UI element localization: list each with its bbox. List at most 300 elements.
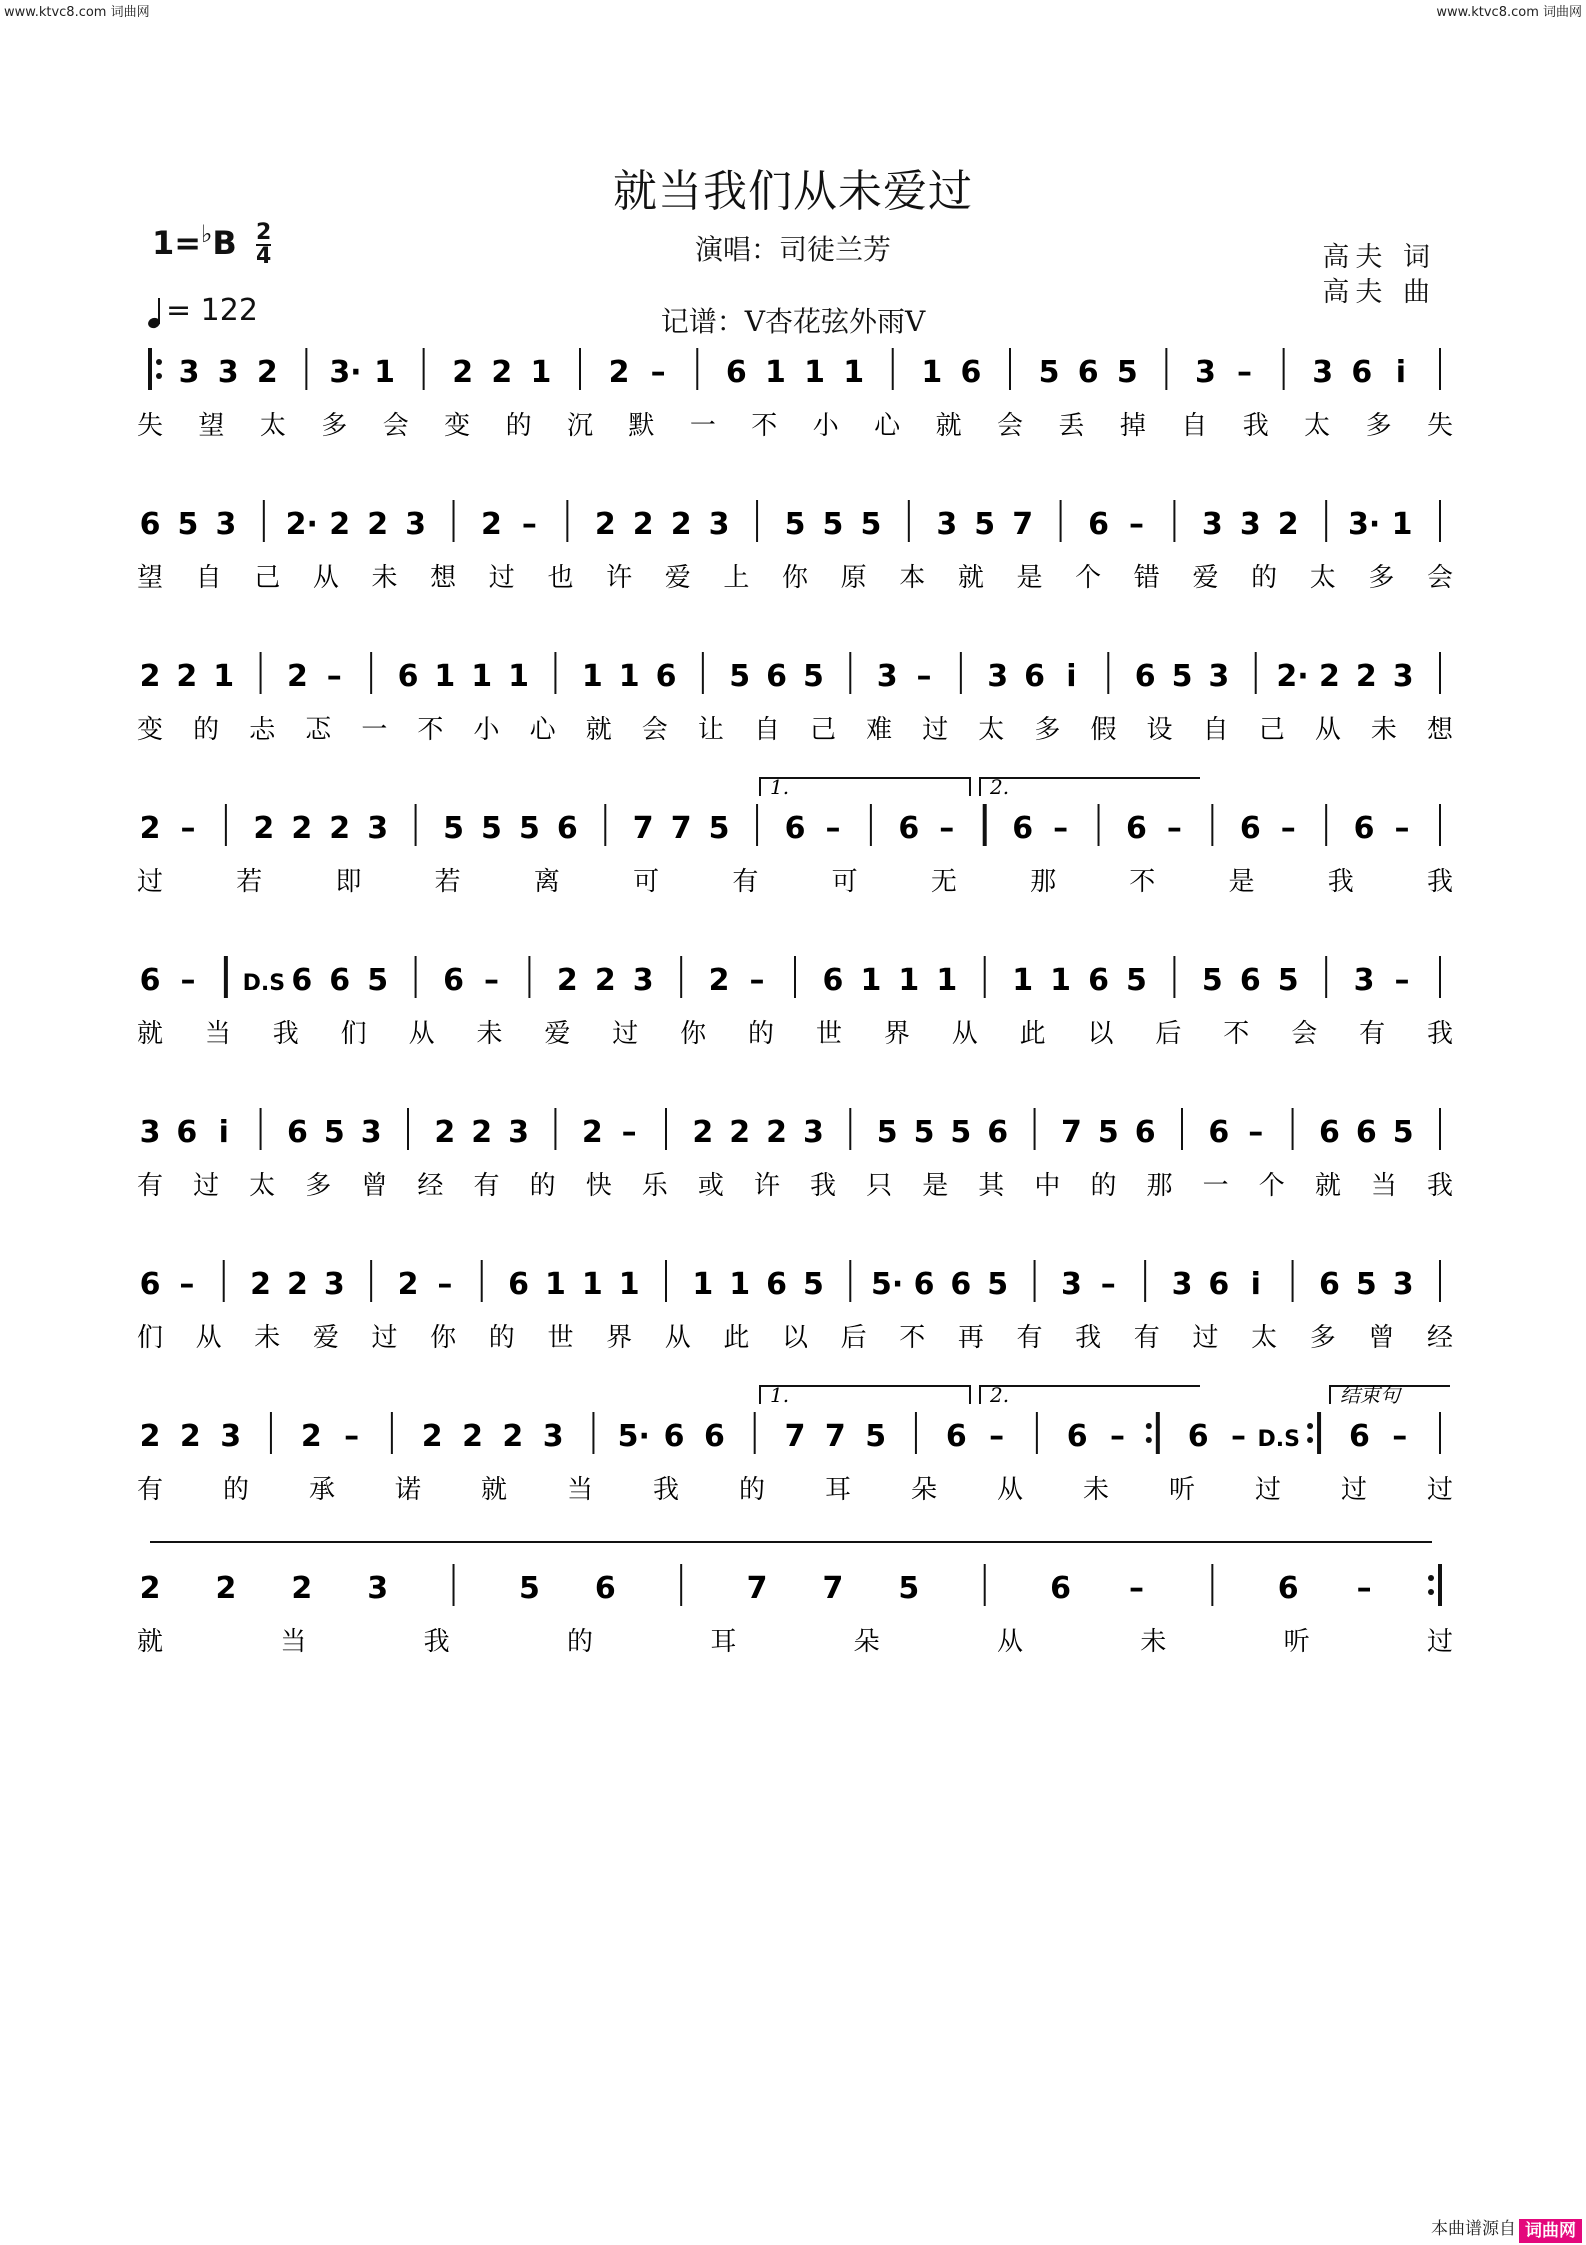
note: 6 (1077, 355, 1099, 390)
lyric-char: 太 (1251, 1323, 1278, 1353)
note: 2 (179, 1419, 201, 1454)
note: 1 (692, 1267, 714, 1302)
note: 6 (556, 811, 578, 846)
note: 6 (663, 1419, 685, 1454)
lyric-char: 有 (1016, 1323, 1043, 1353)
note: 6 (913, 1267, 935, 1302)
lyric-char: 以 (781, 1323, 809, 1353)
lyric-char: 己 (254, 563, 281, 593)
note: 6 (286, 1115, 308, 1150)
tempo-value: = 122 (166, 293, 258, 328)
note: 2 (502, 1419, 524, 1454)
note: 6 (945, 1419, 967, 1454)
lyric-char: 多 (1368, 563, 1395, 593)
lyric-char: 会 (1291, 1019, 1318, 1049)
lyric-char: 爱 (544, 1019, 571, 1049)
lyric-char: 中 (1034, 1171, 1061, 1201)
note: 5 (913, 1115, 935, 1150)
lyric-char: 过 (136, 867, 164, 897)
lyric-char: 太 (249, 1171, 276, 1201)
lyric-char: 有 (732, 867, 759, 897)
note: 6 (960, 355, 982, 390)
lyric-char: 一 (1202, 1171, 1229, 1201)
lyric-char: 过 (371, 1323, 398, 1353)
lyric-char: 若 (236, 867, 263, 897)
lyric-char: 可 (633, 867, 660, 897)
lyric-char: 就 (1314, 1171, 1341, 1201)
note: 7 (670, 811, 692, 846)
note: 2· (1276, 659, 1309, 694)
note: 2 (367, 507, 389, 542)
note: 2 (452, 355, 474, 390)
lyric-char: 的 (222, 1475, 250, 1505)
lyric-char: 从 (951, 1019, 978, 1049)
note: 3 (1353, 963, 1375, 998)
lyric-char: 不 (751, 411, 778, 441)
note: 1 (618, 1267, 640, 1302)
lyric-char: 经 (417, 1171, 444, 1201)
note: 7 (784, 1419, 806, 1454)
note: 6 (1088, 507, 1109, 542)
lyric-char: 此 (1019, 1019, 1046, 1049)
lyric-char: 假 (1090, 715, 1117, 745)
note: 2 (176, 659, 198, 694)
lyric-char: 的 (738, 1475, 766, 1505)
lyric-char: 自 (1202, 715, 1229, 745)
lyric-char: 以 (1087, 1019, 1114, 1049)
lyric-char: 不 (899, 1323, 926, 1353)
note: 5 (1201, 963, 1223, 998)
lyric-char: 不 (417, 715, 444, 745)
lyric-char: 过 (488, 563, 515, 593)
lyric-char: 后 (1155, 1019, 1182, 1049)
transcriber-line: 记谱：V杏花弦外雨V (660, 305, 926, 338)
note: 2 (581, 1115, 603, 1150)
note: – (1394, 963, 1410, 998)
note: – (1237, 355, 1253, 390)
note: 5 (708, 811, 730, 846)
lyric-char: 朵 (910, 1475, 938, 1505)
note: – (326, 659, 342, 694)
note: 1 (530, 355, 552, 390)
note: – (1100, 1267, 1116, 1302)
lyric-char: 小 (473, 715, 500, 745)
volta-bracket (980, 778, 1200, 796)
header-url-right: www.ktvc8.com 词曲网 (1436, 5, 1582, 20)
note: 6 (950, 1267, 972, 1302)
note: 5 (802, 1267, 824, 1302)
lyric-char: 的 (1090, 1171, 1117, 1201)
lyric-char: 的 (748, 1019, 775, 1049)
note: 6 (1351, 355, 1373, 390)
lyric-char: 耳 (710, 1627, 737, 1657)
note: 2 (329, 507, 351, 542)
note: 1 (860, 963, 882, 998)
note: 1 (471, 659, 493, 694)
note: 6 (1134, 1115, 1156, 1150)
note: 6 (1208, 1267, 1230, 1302)
note: 2 (1318, 659, 1340, 694)
note: 2 (250, 1267, 272, 1302)
lyric-char: 过 (1340, 1475, 1368, 1505)
note: 3 (1392, 1267, 1414, 1302)
lyric-char: 未 (476, 1019, 503, 1049)
note: – (437, 1267, 453, 1302)
lyric-char: 就 (935, 411, 962, 441)
note: – (1128, 507, 1144, 542)
lyric-char: 我 (1426, 1171, 1454, 1201)
lyric-char: 心 (874, 411, 901, 441)
lyric-char: 的 (505, 411, 532, 441)
lyric-char: 们 (340, 1019, 367, 1049)
lyric-char: 曾 (361, 1171, 388, 1201)
lyric-char: 世 (547, 1323, 574, 1353)
note: 6 (139, 1267, 161, 1302)
lyric-char: 朵 (853, 1627, 880, 1657)
lyric-char: 忐 (249, 715, 276, 745)
note: – (521, 507, 537, 542)
note: 6 (139, 507, 161, 542)
lyric-char: 是 (1016, 563, 1043, 593)
note: 5 (1038, 355, 1060, 390)
lyric-char: 是 (1228, 867, 1255, 897)
lyric-char: 爱 (1192, 563, 1219, 593)
lyric-char: 我 (1075, 1323, 1102, 1353)
note: 3 (367, 1571, 389, 1606)
note: 6 (703, 1419, 725, 1454)
note: 1 (581, 1267, 603, 1302)
lyric-char: 过 (1192, 1323, 1219, 1353)
note: 7 (632, 811, 654, 846)
note: 1 (804, 355, 825, 390)
note: 6 (1239, 963, 1261, 998)
note: 5 (1355, 1267, 1377, 1302)
note: 1 (544, 1267, 566, 1302)
note: 5 (481, 811, 502, 846)
note: 2 (608, 355, 630, 390)
note: 2 (286, 1267, 308, 1302)
lyric-char: 的 (529, 1171, 556, 1201)
lyric-char: 经 (1426, 1323, 1454, 1353)
lyric-char: 会 (382, 411, 409, 441)
note: 6 (1348, 1419, 1370, 1454)
lyric-char: 未 (1082, 1475, 1110, 1505)
lyric-char: 爱 (312, 1323, 339, 1353)
note: 2 (692, 1115, 714, 1150)
note: 1 (213, 659, 235, 694)
lyric-char: 过 (922, 715, 949, 745)
note: – (344, 1419, 360, 1454)
repeat-dot (1146, 1437, 1152, 1443)
note: 5 (1392, 1115, 1414, 1150)
note: 5 (177, 507, 199, 542)
note: 3 (1060, 1267, 1082, 1302)
note: 6 (784, 811, 806, 846)
note: 2 (594, 963, 616, 998)
note: 6 (1050, 1571, 1072, 1606)
note: 2 (139, 811, 161, 846)
lyric-char: 我 (272, 1019, 299, 1049)
lyric-char: 从 (195, 1323, 222, 1353)
lyric-char: 想 (430, 563, 457, 593)
lyric-char: 只 (866, 1171, 893, 1201)
volta-bracket (760, 1386, 970, 1404)
song-title: 就当我们从未爱过 (613, 166, 973, 217)
volta-label: 2. (990, 1383, 1010, 1407)
note: – (1356, 1571, 1372, 1606)
note: 6 (1024, 659, 1046, 694)
note: D.S (1257, 1427, 1300, 1452)
note: 2 (462, 1419, 483, 1454)
note: – (1166, 811, 1182, 846)
note: 6 (1012, 811, 1034, 846)
lyric-char: 小 (812, 411, 839, 441)
lyric-char: 或 (697, 1171, 724, 1201)
lyric-char: 过 (1254, 1475, 1282, 1505)
note: – (650, 355, 666, 390)
note: 5 (1116, 355, 1138, 390)
lyric-char: 就 (957, 563, 984, 593)
lyric-char: 再 (957, 1323, 984, 1353)
lyric-char: 错 (1133, 563, 1160, 593)
lyric-char: 掉 (1119, 411, 1146, 441)
lyric-char: 自 (1181, 411, 1208, 441)
lyric-char: 过 (193, 1171, 220, 1201)
note: 2 (253, 811, 275, 846)
lyric-char: 望 (136, 563, 164, 593)
note: 6 (291, 963, 313, 998)
note: 2 (139, 659, 161, 694)
lyric-char: 离 (533, 867, 560, 897)
lyricist-credit: 高夫 词 (1322, 242, 1436, 273)
note: 6 (655, 659, 677, 694)
note: 1 (729, 1267, 751, 1302)
note: 2 (300, 1419, 322, 1454)
note: – (1392, 1419, 1408, 1454)
note: 6 (766, 659, 788, 694)
lyric-char: 从 (664, 1323, 691, 1353)
singer-line: 演唱：司徒兰芳 (694, 233, 891, 266)
lyric-char: 多 (1034, 715, 1061, 745)
lyric-char: 世 (815, 1019, 842, 1049)
key-letter: B (212, 224, 237, 262)
lyric-char: 当 (1370, 1171, 1397, 1201)
lyric-char: 不 (1223, 1019, 1250, 1049)
note: 2 (421, 1419, 443, 1454)
lyric-char: 的 (488, 1323, 515, 1353)
note: 1 (843, 355, 865, 390)
lyric-char: 其 (978, 1171, 1005, 1201)
note: 6 (725, 355, 747, 390)
repeat-dot (156, 373, 162, 379)
lyric-char: 从 (996, 1475, 1024, 1505)
note: 6 (1239, 811, 1261, 846)
lyric-char: 想 (1426, 715, 1454, 745)
note: – (179, 1267, 195, 1302)
lyric-char: 难 (866, 715, 893, 745)
note: 2 (481, 507, 502, 542)
note: 2 (1355, 659, 1377, 694)
note: 3· (1347, 507, 1381, 542)
note: 5 (876, 1115, 898, 1150)
note: – (939, 811, 955, 846)
lyric-char: 若 (434, 867, 461, 897)
note: 3 (367, 811, 389, 846)
lyric-char: 当 (204, 1019, 231, 1049)
lyric-char: 有 (136, 1475, 164, 1505)
lyric-char: 界 (883, 1019, 910, 1049)
note: 2 (291, 811, 313, 846)
lyric-char: 你 (430, 1323, 457, 1353)
note: 6 (1066, 1419, 1088, 1454)
note: 2 (329, 811, 351, 846)
lyric-char: 本 (899, 563, 926, 593)
volta-label: 1. (770, 1383, 790, 1407)
lyric-char: 就 (585, 715, 612, 745)
repeat-dot (1428, 1589, 1434, 1595)
lyric-char: 曾 (1368, 1323, 1395, 1353)
note: 7 (822, 1571, 844, 1606)
note: 3 (632, 963, 654, 998)
note: 6 (1187, 1419, 1209, 1454)
note: 6 (987, 1115, 1009, 1150)
note: 5 (1126, 963, 1147, 998)
note: 3 (936, 507, 958, 542)
note: 3 (802, 1115, 824, 1150)
note: – (1053, 811, 1069, 846)
note: 6 (176, 1115, 198, 1150)
note: 3 (405, 507, 427, 542)
note: 2 (670, 507, 692, 542)
note: 3 (1201, 507, 1223, 542)
note: 3 (215, 507, 237, 542)
note: 1 (765, 355, 786, 390)
note: 5· (617, 1419, 650, 1454)
note: 1 (898, 963, 920, 998)
note: 3· (329, 355, 362, 390)
lyric-char: 有 (136, 1171, 164, 1201)
lyric-char: 我 (652, 1475, 680, 1505)
lyric-char: 的 (193, 715, 220, 745)
note: 5 (729, 659, 751, 694)
note: 5 (367, 963, 389, 998)
note: 5 (950, 1115, 972, 1150)
lyric-char: 快 (585, 1171, 612, 1201)
note: – (1128, 1571, 1144, 1606)
note: 5 (974, 507, 996, 542)
time-top: 2 (255, 220, 272, 245)
note: 2 (291, 1571, 313, 1606)
note: 5 (802, 659, 824, 694)
time-bottom: 4 (255, 244, 272, 269)
lyric-char: 多 (321, 411, 348, 441)
volta-bracket (980, 1386, 1200, 1404)
note: 5 (1097, 1115, 1119, 1150)
note: 5 (987, 1267, 1009, 1302)
lyric-char: 当 (566, 1475, 594, 1505)
note: – (1394, 811, 1410, 846)
note: 7 (824, 1419, 846, 1454)
footer-logo (1519, 2216, 1582, 2241)
lyric-char: 己 (1258, 715, 1285, 745)
note: 3 (508, 1115, 530, 1150)
note: 1 (508, 659, 530, 694)
lyric-char: 无 (930, 867, 957, 897)
note: – (621, 1115, 637, 1150)
note: 3 (1239, 507, 1261, 542)
note: 2 (139, 1419, 161, 1454)
lyric-char: 就 (136, 1019, 164, 1049)
lyric-char: 自 (753, 715, 780, 745)
lyric-char: 从 (408, 1019, 435, 1049)
lyric-char: 有 (473, 1171, 500, 1201)
note: 2 (215, 1571, 237, 1606)
ending-label: 结束句 (1340, 1383, 1400, 1407)
lyric-char: 多 (305, 1171, 332, 1201)
note: 7 (1060, 1115, 1082, 1150)
lyric-char: 我 (1242, 411, 1269, 441)
lyric-char: 许 (606, 563, 633, 593)
lyric-char: 那 (1030, 867, 1057, 897)
repeat-dot (156, 359, 162, 365)
note: i (1395, 355, 1407, 390)
lyric-char: 默 (628, 411, 655, 441)
note: 5 (822, 507, 844, 542)
note: 3 (178, 355, 200, 390)
lyric-char: 就 (480, 1475, 508, 1505)
note: – (1230, 1419, 1246, 1454)
note: 5 (518, 811, 540, 846)
lyric-char: 未 (371, 563, 398, 593)
header-url-left: www.ktvc8.com 词曲网 (4, 5, 150, 20)
note: 3 (542, 1419, 564, 1454)
note: 3 (323, 1267, 345, 1302)
note: – (180, 963, 196, 998)
note: 1 (374, 355, 395, 390)
lyric-char: 沉 (566, 411, 594, 441)
note: 2 (556, 963, 578, 998)
note: 3 (708, 507, 730, 542)
note: 2 (1277, 507, 1299, 542)
lyric-char: 是 (922, 1171, 949, 1201)
note: 5 (1171, 659, 1193, 694)
footer-logo-text: 词曲网 (1519, 2219, 1582, 2243)
footer (1431, 2214, 1516, 2239)
lyric-char: 可 (831, 867, 858, 897)
lyric-char: 未 (254, 1323, 281, 1353)
note: 2 (491, 355, 513, 390)
note: – (180, 811, 196, 846)
lyric-char: 当 (280, 1627, 307, 1657)
lyric-char: 一 (689, 411, 716, 441)
note: 6 (594, 1571, 616, 1606)
note: 6 (898, 811, 920, 846)
note: 6 (1088, 963, 1109, 998)
lyric-char: 我 (423, 1627, 450, 1657)
lyric-char: 我 (1426, 867, 1454, 897)
lyric-char: 未 (1370, 715, 1397, 745)
lyric-char: 多 (1365, 411, 1392, 441)
lyric-char: 我 (1327, 867, 1354, 897)
note: 3 (1171, 1267, 1193, 1302)
note: 6 (443, 963, 464, 998)
note: 1 (936, 963, 958, 998)
lyric-char: 就 (136, 1627, 164, 1657)
lyric-char: 此 (723, 1323, 750, 1353)
note: 5 (784, 507, 806, 542)
lyric-char: 一 (361, 715, 388, 745)
note: 5 (898, 1571, 920, 1606)
